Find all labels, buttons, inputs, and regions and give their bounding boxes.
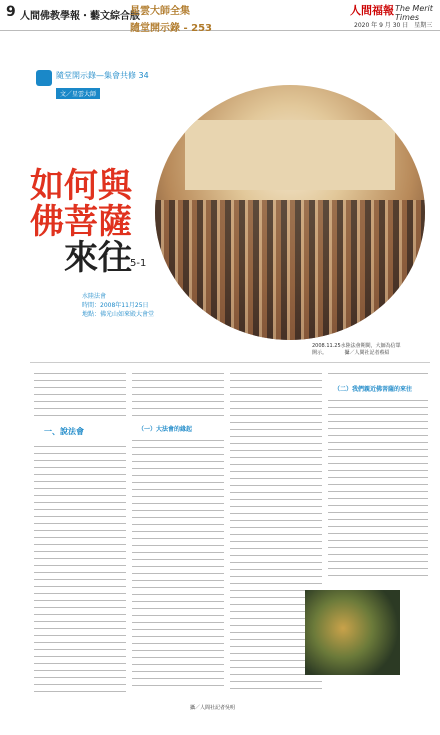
photo-stage: [185, 120, 395, 190]
text-block: [34, 370, 126, 420]
headline-line-1: 如何與: [30, 166, 132, 206]
section-heading-2: （一）大法會的緣起: [138, 426, 193, 433]
headline-line-3: 來往: [64, 238, 132, 278]
issue-date: 2020 年 9 月 30 日 星期三: [354, 22, 433, 29]
text-block: [132, 370, 224, 420]
talk-time: 時間：2008年11月25日: [82, 302, 149, 309]
photo-caption: [312, 343, 432, 357]
page-number: 9: [6, 4, 16, 20]
text-block: [132, 437, 224, 692]
banner-line-1: 星雲大師全集: [130, 6, 190, 17]
assembly-photo: [155, 85, 425, 340]
banner-line-2: 隨堂開示錄 - 253: [130, 23, 212, 34]
body-column-2: [132, 370, 224, 690]
headline-line-2: 佛菩薩: [30, 202, 132, 242]
talk-place: 地點：佛光山如來殿大會堂: [82, 311, 155, 318]
bottom-caption: 攝／人間社記者吳明: [190, 705, 236, 711]
newspaper-logo: 人間福報: [350, 4, 394, 17]
text-block: [328, 370, 428, 380]
author-byline: 文／星雲大師: [56, 88, 100, 99]
talk-info: [82, 292, 182, 319]
section-heading-1: 一、說法會: [44, 427, 84, 436]
section-heading-3: （二）我們親近佛菩薩的來往: [334, 386, 413, 393]
talk-event: 水陸法會: [82, 293, 107, 300]
bird-illustration: [305, 590, 400, 675]
body-column-1: [34, 370, 126, 690]
page-title: 人間佛教學報・藝文綜合版: [20, 11, 140, 22]
series-banner: [130, 2, 260, 44]
column-title: 隨堂開示錄—集會共修 34: [56, 71, 149, 80]
photo-crowd: [155, 200, 425, 340]
headline-part: 5-1: [130, 258, 147, 269]
text-block: [34, 443, 126, 693]
body-column-4: [328, 370, 428, 585]
divider: [30, 362, 430, 363]
newspaper-logo-en: The Merit Times: [395, 4, 433, 22]
photo-caption-line-2: 開示。 攝／人間社記者蔡紹: [312, 350, 390, 356]
photo-caption-line-1: 2008.11.25水陸法會期間，大師為信眾: [312, 343, 401, 349]
text-block: [328, 397, 428, 582]
column-icon: [36, 70, 52, 86]
